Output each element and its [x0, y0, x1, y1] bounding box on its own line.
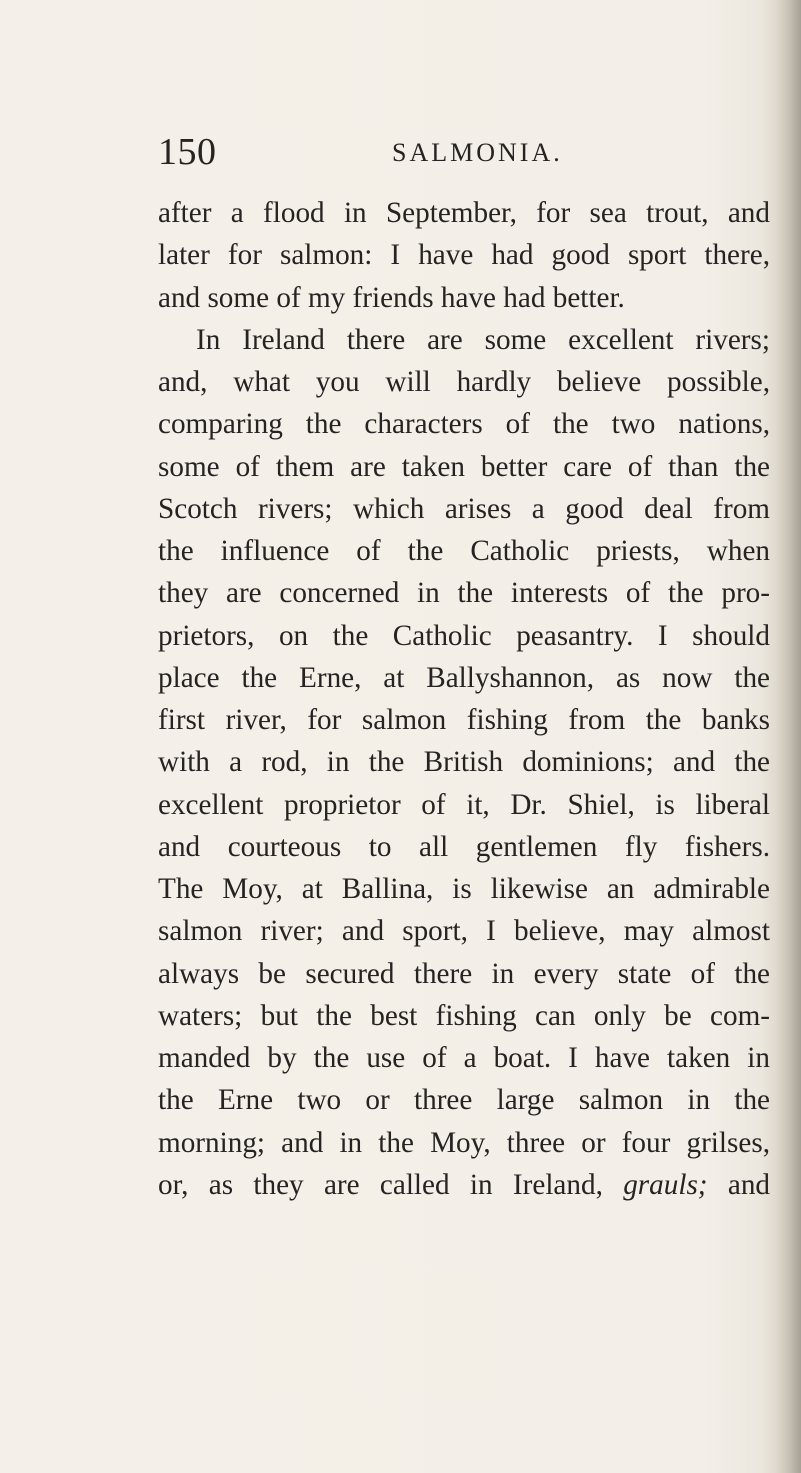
text-line: and some of my friends have had better. — [158, 281, 625, 314]
text-line: place the Erne, at Ballyshannon, as now the — [158, 661, 770, 694]
text-line: later for salmon: I have had good sport there, — [158, 239, 770, 272]
text-line: the Erne two or three large salmon in the — [158, 1084, 770, 1117]
text-lines — [158, 192, 770, 1164]
text-line: with a rod, in the British dominions; and the — [158, 746, 770, 779]
text-line: excellent proprietor of it, Dr. Shiel, is liberal — [158, 788, 770, 821]
page-header — [158, 127, 618, 177]
text-segment: or, as they are called in Ireland, — [158, 1168, 603, 1201]
body-text — [158, 192, 770, 1206]
text-line: waters; but the best fishing can only be com- — [158, 999, 770, 1032]
italic-term: grauls; — [623, 1168, 708, 1201]
text-line: Scotch rivers; which arises a good deal from — [158, 492, 770, 525]
text-line: prietors, on the Catholic peasantry. I should — [158, 619, 770, 652]
text-line: the influence of the Catholic priests, when — [158, 535, 770, 567]
text-line: and, what you will hardly believe possible, — [158, 366, 770, 398]
text-line: first river, for salmon fishing from the banks — [158, 704, 770, 736]
text-line: morning; and in the Moy, three or four grilses, — [158, 1126, 770, 1159]
text-line: some of them are taken better care of than the — [158, 450, 770, 483]
text-line: salmon river; and sport, I believe, may almost — [158, 915, 770, 948]
text-line: comparing the characters of the two nations, — [158, 408, 770, 441]
text-line: after a flood in September, for sea trout, and — [158, 197, 770, 229]
text-line: manded by the use of a boat. I have taken in — [158, 1042, 770, 1074]
text-line: always be secured there in every state of the — [158, 957, 770, 990]
text-line: they are concerned in the interests of the pro- — [158, 577, 770, 610]
text-line — [158, 1164, 770, 1206]
text-line: The Moy, at Ballina, is likewise an admirable — [158, 873, 770, 905]
text-segment: and — [727, 1168, 770, 1201]
text-line: In Ireland there are some excellent rivers; — [196, 323, 770, 356]
text-line: and courteous to all gentlemen fly fishers. — [158, 830, 770, 863]
page-edge-shadow — [775, 0, 801, 1473]
running-head: SALMONIA. — [392, 138, 563, 167]
page-number: 150 — [158, 131, 217, 173]
